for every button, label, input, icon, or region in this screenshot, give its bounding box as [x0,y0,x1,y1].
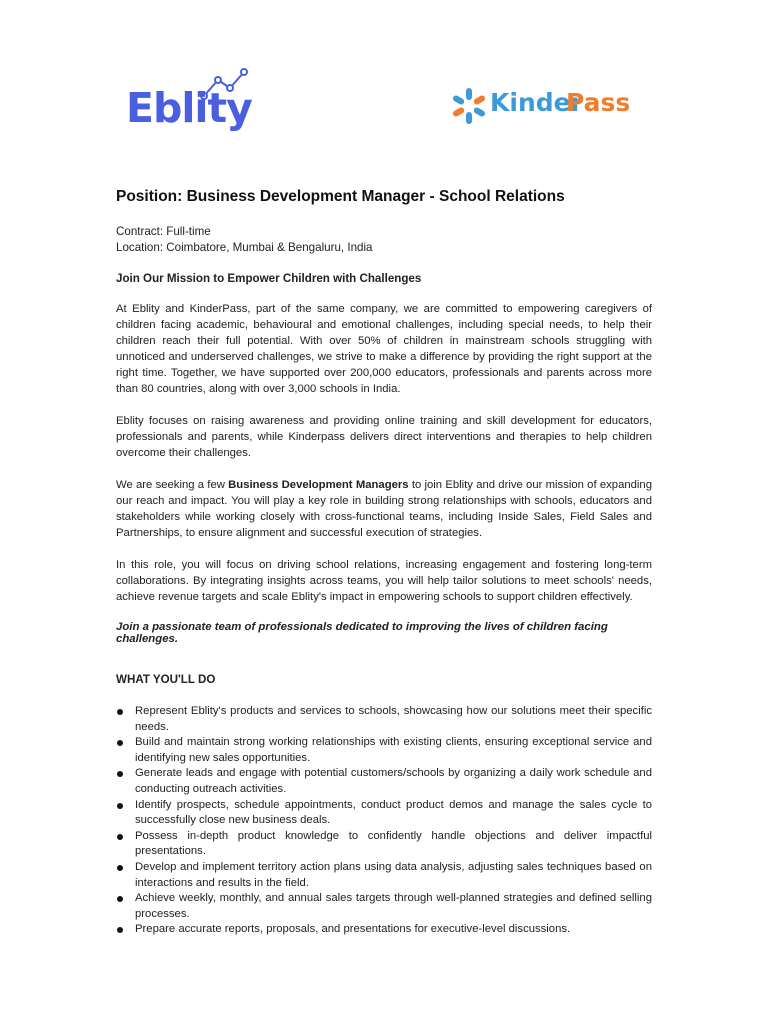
bullet-icon [117,865,123,871]
bullet-icon [117,740,123,746]
mission-heading: Join Our Mission to Empower Children with Challenges [116,272,422,285]
bullet-icon [117,896,123,902]
eblity-logo-text: Eblity [126,84,252,132]
list-item [116,860,652,891]
kinderpass-logo [452,78,652,138]
location-line: Location: Coimbatore, Mumbai & Bengaluru, India [116,241,373,254]
list-item [116,766,652,797]
intro-paragraph: At Eblity and KinderPass, part of the same company, we are committed to empowering caregivers of children facing academic, behavioural and emotional challenges, including special needs, to help their children reach their full potential. With over 50% of children in mainstream schools struggling with unnoticed and underserved challenges, we strive to make a difference by providing the right support at the right time. Together, we have supported over 200,000 educators, professionals and parents across more than 80 countries, along with over 3,000 schools in India. [116,303,652,395]
position-title: Position: Business Development Manager - School Relations [116,188,565,205]
role-name-bold: Business Development Managers [228,479,409,491]
kinderpass-logo-text-pass: Pass [566,88,631,117]
kinderpass-logo-text-kinder: Kinder [490,88,583,117]
list-item [116,891,652,922]
seeking-text-end: to join Eblity and drive our mission of expanding our reach and impact. You will play a key role in building strong relationships with schools, educators and stakeholders while working closely with cross-functional teams, including Inside Sales, Field Sales and Partnerships, to ensure alignment and successful execution of strategies. [116,479,652,539]
list-item [116,704,652,735]
duties-heading: WHAT YOU'LL DO [116,673,216,686]
tagline: Join a passionate team of professionals dedicated to improving the lives of children facing challenges. [116,621,608,645]
list-item-text: Generate leads and engage with potential customers/schools by organizing a daily work schedule and conducting outreach activities. [135,767,652,795]
bullet-icon [117,803,123,809]
duties-list [116,704,652,938]
list-item-text: Develop and implement territory action plans using data analysis, adjusting sales techniques based on interactions and results in the field. [135,860,652,889]
job-description [116,188,652,938]
focus-paragraph: Eblity focuses on raising awareness and providing online training and skill development for educators, professionals and parents, while Kinderpass delivers direct interventions and therapies to help children overcome their challenges. [116,415,652,459]
starburst-icon [452,78,488,138]
seeking-text-start: We are seeking a few [116,479,229,491]
list-item [116,829,652,860]
bullet-icon [117,709,123,715]
list-item-text: Build and maintain strong working relationships with existing clients, ensuring exceptional service and identifying new sales opportunities. [135,736,652,764]
bullet-icon [117,927,123,933]
list-item-text: Identify prospects, schedule appointments, conduct product demos and manage the sales cycle to successfully close new business deals. [135,798,652,827]
seeking-paragraph [116,477,652,541]
list-item-text: Prepare accurate reports, proposals, and presentations for executive-level discussions. [135,923,571,936]
role-paragraph: In this role, you will focus on driving school relations, increasing engagement and fostering long-term collaborations. By integrating insights across teams, you will help tailor solutions to meet schools' needs, achieve revenue targets and scale Eblity's impact in empowering schools to support children effectively. [116,559,652,603]
list-item [116,922,652,938]
bullet-icon [117,834,123,840]
list-item-text: Represent Eblity's products and services to schools, showcasing how our solutions meet their specific needs. [135,705,652,733]
bullet-icon [117,771,123,777]
list-item [116,798,652,829]
contract-line: Contract: Full-time [116,225,211,238]
eblity-logo [120,62,255,140]
list-item-text: Possess in-depth product knowledge to confidently handle objections and deliver impactful presentations. [135,829,652,858]
list-item [116,735,652,766]
list-item-text: Achieve weekly, monthly, and annual sales targets through well-planned strategies and defined selling processes. [135,892,652,920]
